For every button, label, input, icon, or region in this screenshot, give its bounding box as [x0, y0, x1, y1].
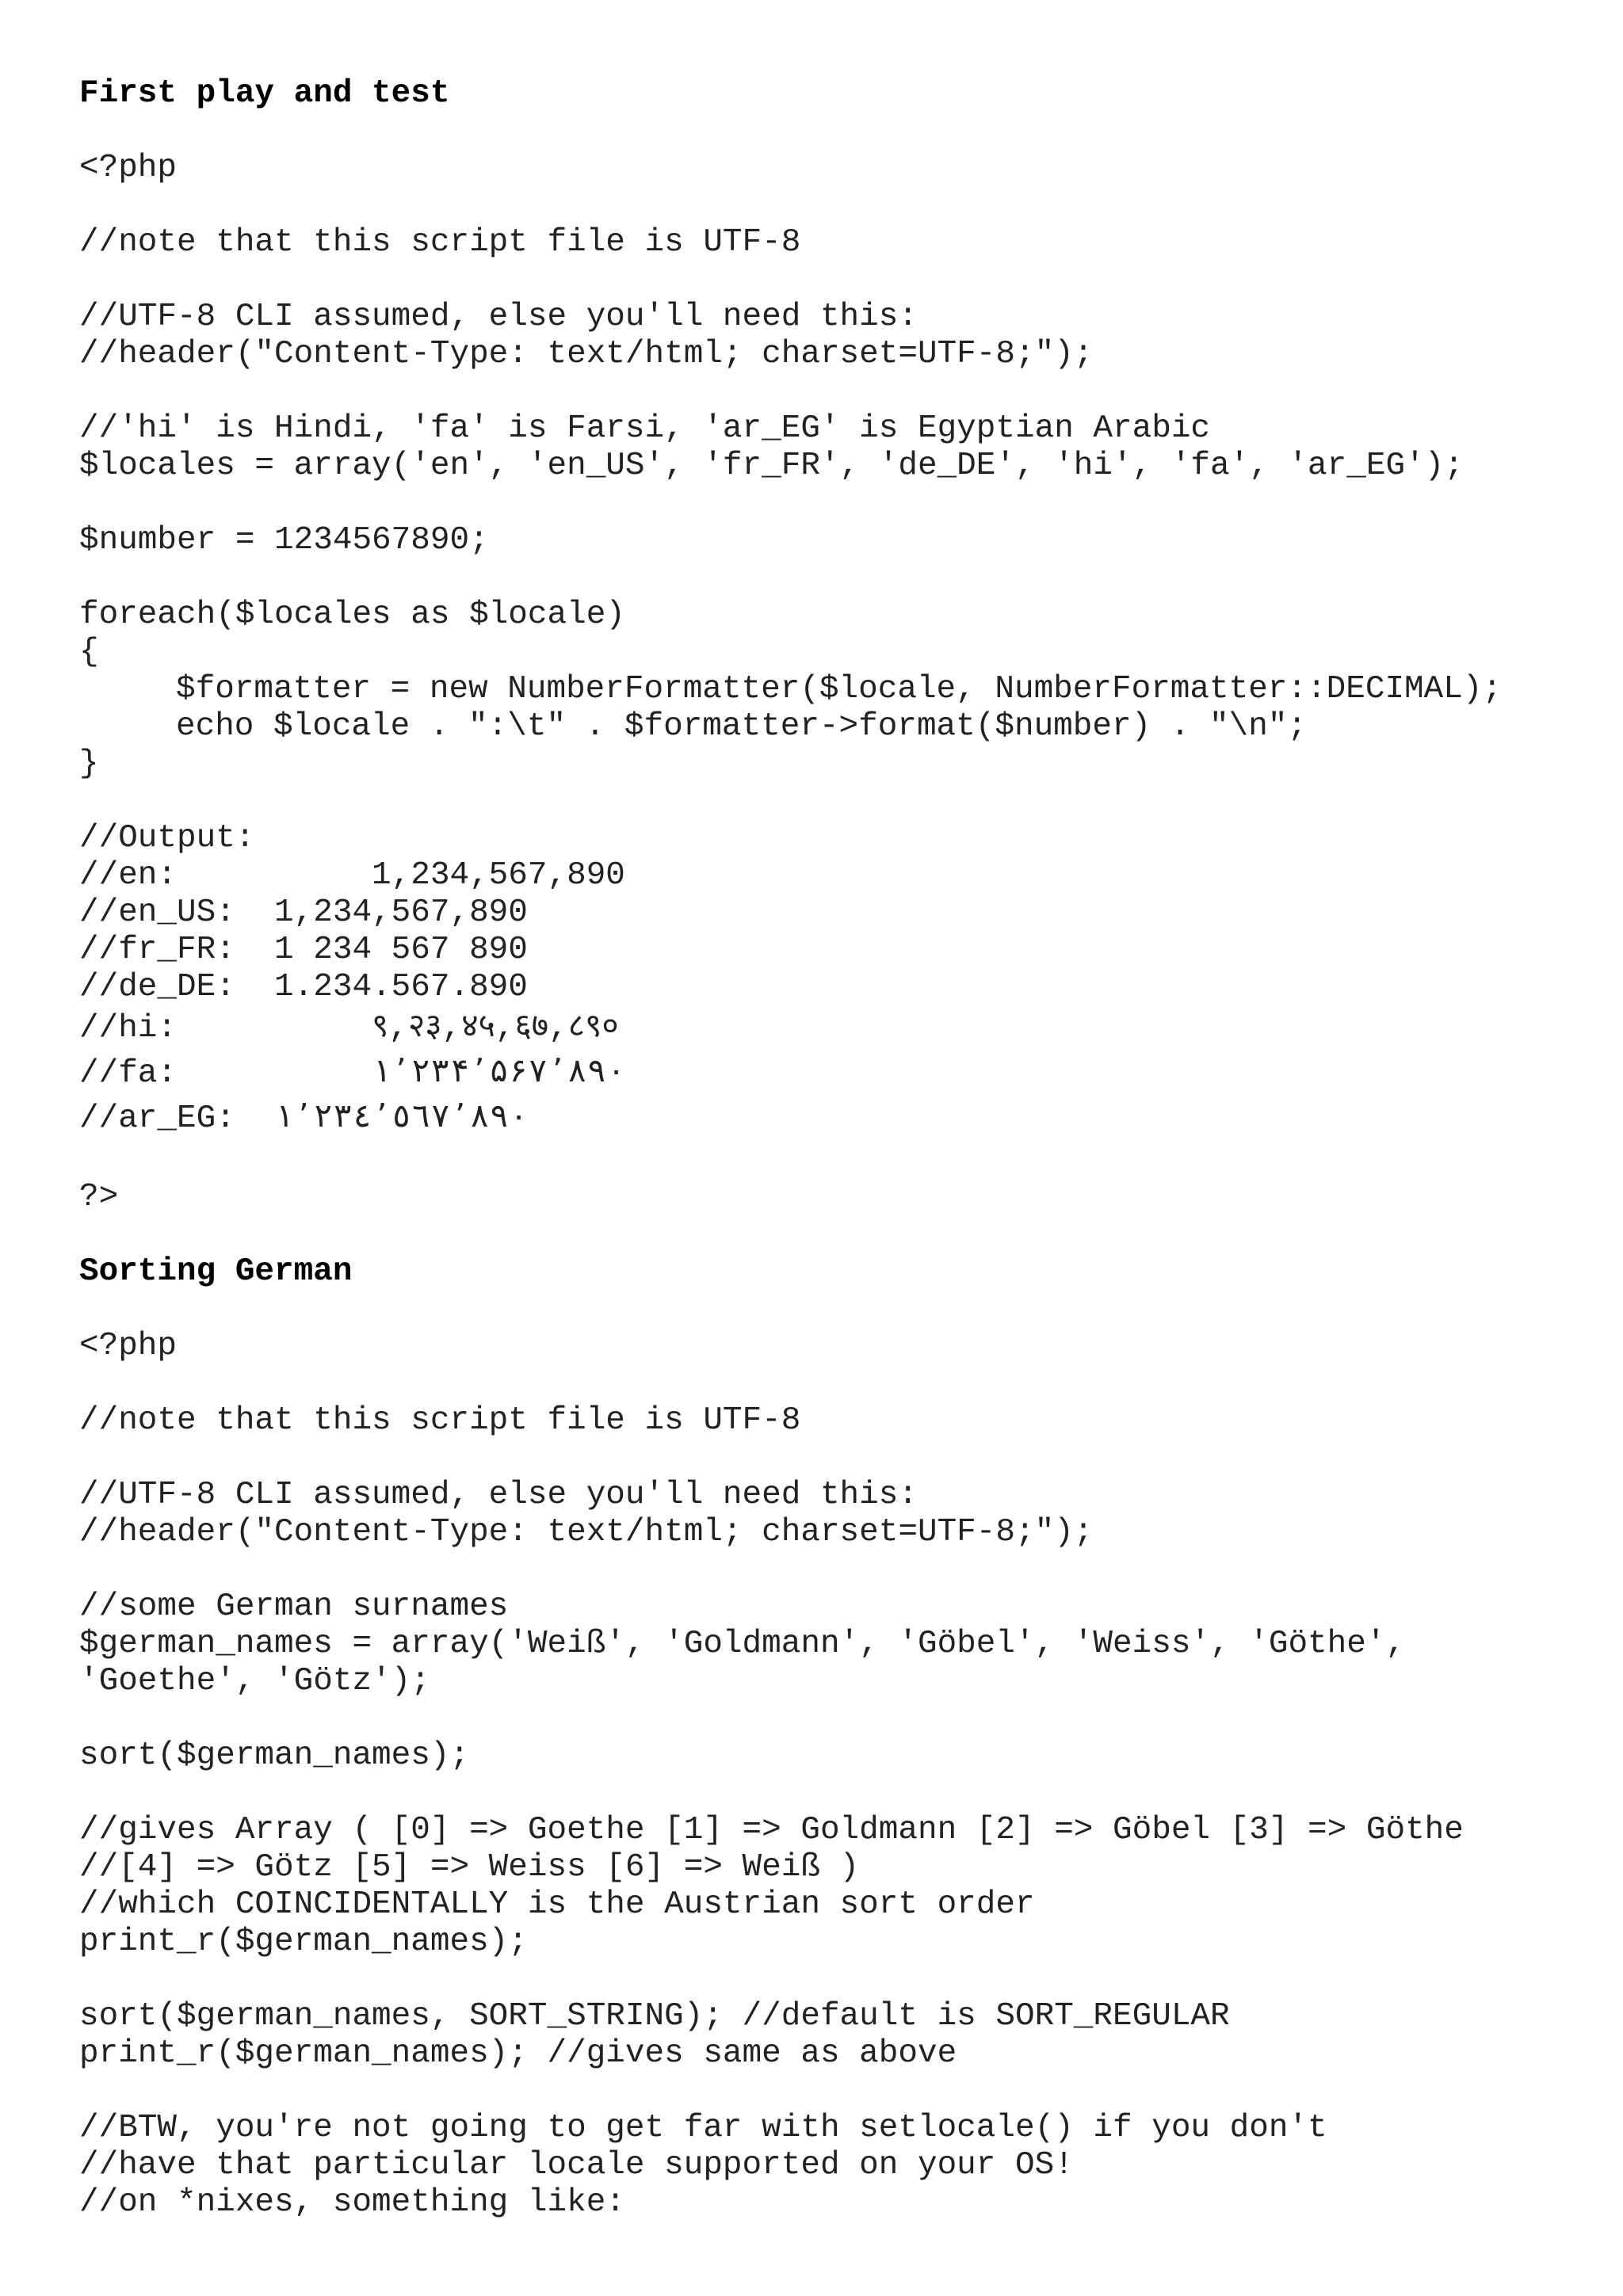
document-body [79, 75, 1585, 2222]
code-line [79, 373, 1585, 410]
section-title-sorting-german: Sorting German [79, 1253, 353, 1290]
code-line: } [79, 746, 99, 782]
code-line: //BTW, you're not going to get far with setlocale() if you don't [79, 2110, 1327, 2146]
code-text: $formatter = new NumberFormatter($locale, NumberFormatter::DECIMAL); [176, 671, 1503, 707]
code-line: <?php [79, 150, 178, 186]
code-line: //de_DE: 1.234.567.890 [79, 969, 528, 1005]
code-line: 'Goethe', 'Götz'); [79, 1663, 430, 1699]
code-line: $locales = array('en', 'en_US', 'fr_FR', 'de_DE', 'hi', 'fa', 'ar_EG'); [79, 448, 1464, 484]
code-line [79, 1142, 1585, 1179]
code-line [79, 1961, 1585, 1998]
code-line [79, 2073, 1585, 2110]
code-line: //fr_FR: 1 234 567 890 [79, 932, 528, 968]
code-line: //hi: ९,२३,४५,६७,८९० [79, 1010, 619, 1047]
code-line [79, 1291, 1585, 1328]
code-line: //en: 1,234,567,890 [79, 857, 625, 894]
code-line: $number = 1234567890; [79, 522, 489, 559]
code-line: //header("Content-Type: text/html; charset=UTF-8;"); [79, 336, 1094, 372]
code-line: //Output: [79, 820, 255, 856]
code-line [79, 783, 1585, 820]
code-line [79, 1551, 1585, 1589]
code-line: //on *nixes, something like: [79, 2184, 625, 2221]
code-line: //'hi' is Hindi, 'fa' is Farsi, 'ar_EG' is Egyptian Arabic [79, 410, 1211, 447]
code-line [79, 485, 1585, 522]
code-line-indented [79, 708, 1585, 746]
code-line: <?php [79, 1328, 178, 1364]
code-line [79, 187, 1585, 224]
code-line: //UTF-8 CLI assumed, else you'll need this: [79, 299, 918, 335]
code-line: //note that this script file is UTF-8 [79, 224, 801, 261]
code-line [79, 1700, 1585, 1737]
code-line: //have that particular locale supported on your OS! [79, 2147, 1074, 2183]
code-line: ?> [79, 1179, 119, 1215]
code-line [79, 261, 1585, 299]
code-line: //which COINCIDENTALLY is the Austrian sort order [79, 1886, 1035, 1923]
code-line: print_r($german_names); [79, 1924, 528, 1960]
code-line: //header("Content-Type: text/html; charset=UTF-8;"); [79, 1514, 1094, 1550]
code-line: print_r($german_names); //gives same as above [79, 2035, 957, 2072]
code-line: $german_names = array('Weiß', 'Goldmann', 'Göbel', 'Weiss', 'Göthe', [79, 1626, 1406, 1662]
code-line: { [79, 634, 99, 670]
code-line: //note that this script file is UTF-8 [79, 1402, 801, 1439]
code-line [79, 113, 1585, 150]
code-line: //[4] => Götz [5] => Weiss [6] => Weiß ) [79, 1849, 860, 1886]
code-line: //gives Array ( [0] => Goethe [1] => Goldmann [2] => Göbel [3] => Göthe [79, 1812, 1464, 1848]
code-line: foreach($locales as $locale) [79, 597, 625, 633]
section-gap [79, 1216, 1585, 1253]
code-line: //UTF-8 CLI assumed, else you'll need this: [79, 1477, 918, 1513]
code-line: //some German surnames [79, 1589, 509, 1625]
code-line [79, 559, 1585, 597]
code-line: //en_US: 1,234,567,890 [79, 894, 528, 931]
code-line: //ar_EG: ١٬٢٣٤٬٥٦٧٬٨٩٠ [79, 1100, 529, 1137]
code-line [79, 1365, 1585, 1402]
code-line: sort($german_names); [79, 1737, 470, 1774]
code-block-sorting-german [79, 1291, 1585, 2222]
code-block-number-formatter [79, 113, 1585, 1216]
code-text: echo $locale . ":\t" . $formatter->format($number) . "\n"; [176, 708, 1308, 745]
code-line-indented [79, 671, 1585, 708]
section-title-first-play: First play and test [79, 75, 450, 112]
code-line: sort($german_names, SORT_STRING); //default is SORT_REGULAR [79, 1998, 1230, 2035]
code-line [79, 1440, 1585, 1477]
code-line: //fa: ۱٬۲۳۴٬۵۶۷٬۸۹۰ [79, 1055, 626, 1092]
code-line [79, 1775, 1585, 1812]
